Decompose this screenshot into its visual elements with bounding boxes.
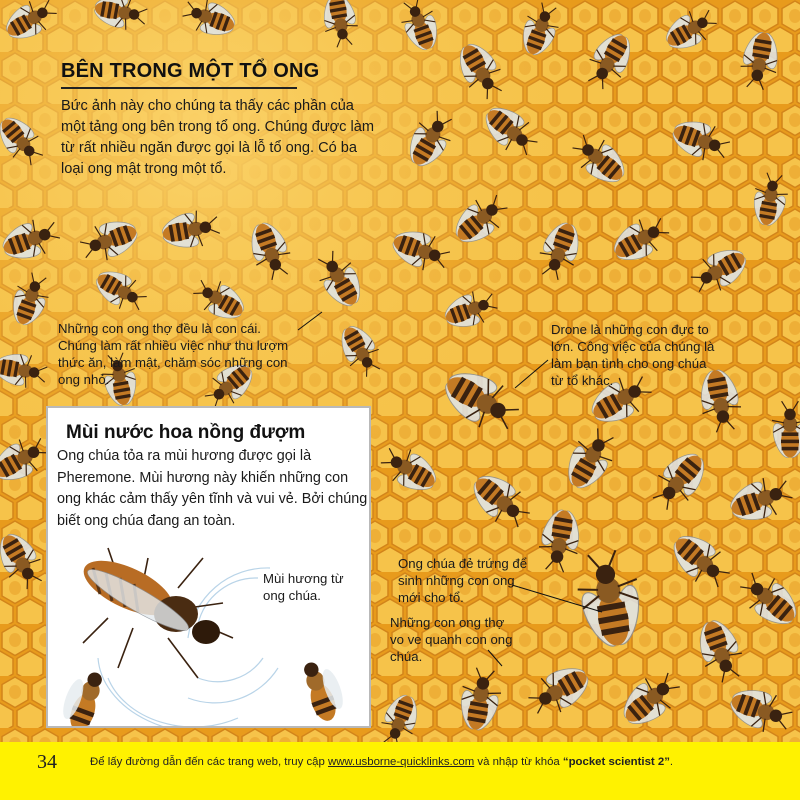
page-title: BÊN TRONG MỘT TỔ ONG: [61, 60, 320, 82]
pheromone-info-box: [46, 406, 371, 728]
callout-queen: Ong chúa đẻ trứng để sinh những con ong mới cho tổ.: [398, 556, 528, 605]
footer-suffix: .: [669, 756, 674, 768]
page-number: 34: [37, 751, 57, 773]
info-box-title: Mùi nước hoa nồng đượm: [66, 422, 306, 443]
scent-caption: Mùi hương từ ong chúa.: [263, 571, 344, 603]
footer-prefix: Để lấy đường dẫn đến các trang web, truy cập: [90, 756, 328, 768]
footer-middle: và nhập từ khóa: [474, 756, 563, 768]
info-box-body: Ong chúa tỏa ra mùi hương được gọi là Pheremone. Mùi hương này khiến những con ong khác cảm thấy yên tĩnh và vui vẻ. Bởi chúng biết ong chúa đang an toàn.: [57, 448, 368, 529]
quicklinks-link[interactable]: www.usborne-quicklinks.com: [327, 756, 475, 768]
callout-worker-bees: Những con ong thợ đều là con cái. Chúng làm rất nhiều việc như thu lượm thức ăn, làm mật, chăm sóc những con ong nhỏ.: [58, 321, 289, 387]
title-underline: [61, 87, 297, 89]
footer-text: [90, 756, 673, 768]
queen-bee: [76, 548, 233, 678]
callout-workers-circle: Những con ong thợ vo ve quanh con ong chúa.: [390, 615, 513, 664]
worker-bee-right: [298, 656, 349, 725]
intro-paragraph: Bức ảnh này cho chúng ta thấy các phần của một tảng ong bên trong tổ ong. Chúng được làm từ rất nhiều ngăn được gọi là lỗ tổ ong. Có ba loại ong mật trong một tổ.: [61, 98, 375, 177]
callout-drones: Drone là những con đực to lớn. Công việc của chúng là làm bạn tình cho ong chúa từ tổ khác.: [551, 322, 715, 388]
footer-keyword: “pocket scientist 2”: [562, 756, 670, 768]
queen-bee-illustration: [48, 528, 369, 726]
footer-bar: [0, 742, 800, 800]
worker-bee-left: [56, 666, 107, 726]
